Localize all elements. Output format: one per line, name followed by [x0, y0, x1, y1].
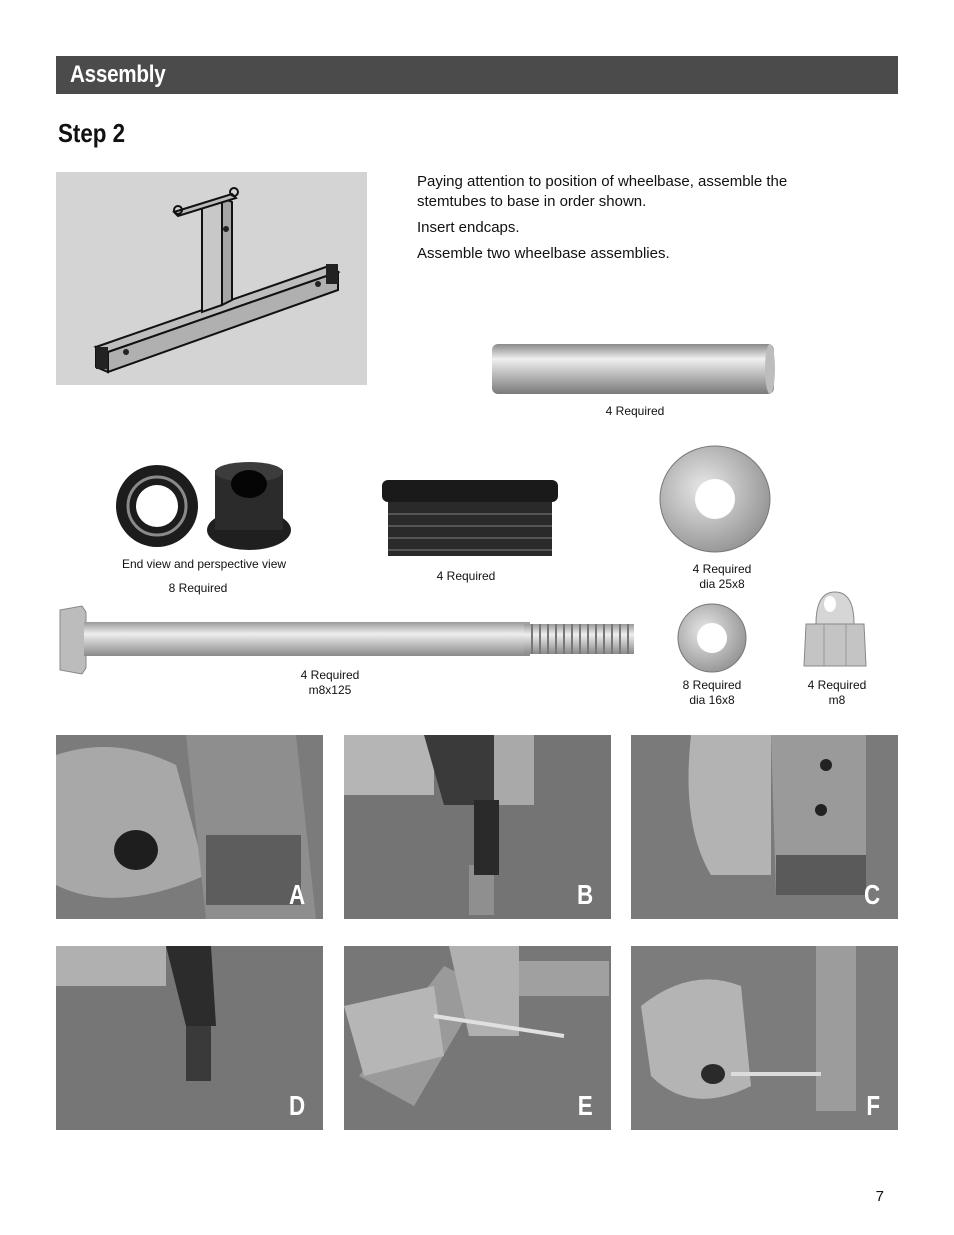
cap-nut-qty: 4 Required — [807, 678, 867, 692]
bushing-view-caption: End view and perspective view — [121, 557, 287, 571]
photo-step-f — [631, 946, 898, 1130]
stemtube-part — [490, 342, 778, 398]
photo-label-c: C — [863, 879, 880, 910]
bushing-qty: 8 Required — [168, 581, 228, 595]
large-washer-size: dia 25x8 — [699, 577, 745, 591]
photo-label-b: B — [576, 879, 593, 910]
photo-step-a — [56, 735, 323, 919]
bolt-qty: 4 Required — [300, 668, 360, 682]
instruction-3: Assemble two wheelbase assemblies. — [417, 245, 670, 262]
section-header — [56, 56, 898, 94]
photo-label-a: A — [288, 879, 305, 910]
endcap-qty: 4 Required — [436, 569, 496, 583]
section-title: Assembly — [70, 61, 166, 88]
endcap-part — [380, 478, 562, 558]
instruction-2: Insert endcaps. — [417, 219, 520, 236]
photo-step-b — [344, 735, 611, 919]
wheelbase-diagram — [56, 172, 367, 385]
photo-label-f: F — [866, 1090, 880, 1121]
bolt-size: m8x125 — [308, 683, 352, 697]
instruction-1: Paying attention to position of wheelbase, assemble the stemtubes to base in order shown. — [417, 173, 788, 210]
small-washer-qty: 8 Required — [682, 678, 742, 692]
cap-nut-part — [802, 590, 868, 670]
photo-label-e: E — [578, 1090, 593, 1121]
instructions — [417, 172, 817, 270]
bolt-part — [56, 604, 640, 676]
small-washer-size: dia 16x8 — [689, 693, 735, 707]
photo-label-d: D — [288, 1090, 305, 1121]
large-washer-part — [658, 444, 772, 554]
photo-step-c — [631, 735, 898, 919]
wheelbase-illustration — [56, 172, 367, 385]
photo-step-e — [344, 946, 611, 1130]
stemtube-qty: 4 Required — [605, 404, 665, 418]
large-washer-qty: 4 Required — [692, 562, 752, 576]
page-number: 7 — [875, 1188, 884, 1205]
bushing-part — [115, 460, 295, 552]
small-washer-part — [676, 602, 748, 674]
cap-nut-size: m8 — [828, 693, 846, 707]
step-title: Step 2 — [58, 118, 126, 148]
photo-step-d — [56, 946, 323, 1130]
